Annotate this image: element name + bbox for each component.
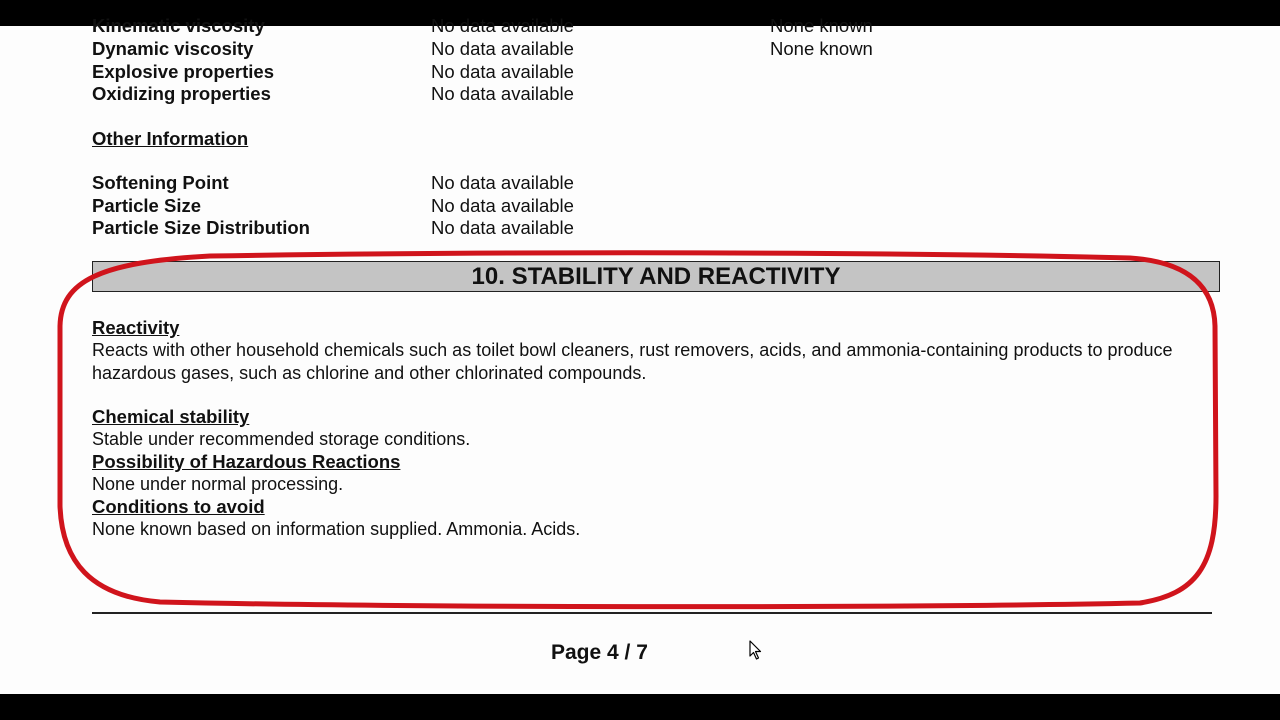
- other-info-label: Particle Size: [92, 195, 202, 216]
- property-value: No data available: [431, 83, 574, 104]
- property-note: None known: [770, 15, 873, 36]
- other-info-label: Softening Point: [92, 172, 229, 193]
- hazardous-reactions-heading: Possibility of Hazardous Reactions: [92, 451, 401, 472]
- property-label: Dynamic viscosity: [92, 38, 254, 59]
- other-information-heading: Other Information: [92, 128, 249, 149]
- page-number: Page 4 / 7: [551, 641, 648, 664]
- section-title-bar: 10. STABILITY AND REACTIVITY: [92, 261, 1220, 292]
- property-label: Kinematic viscosity: [92, 15, 265, 36]
- property-value: No data available: [431, 38, 574, 59]
- other-info-value: No data available: [431, 172, 574, 193]
- mouse-pointer-icon: [749, 640, 763, 660]
- conditions-to-avoid-heading: Conditions to avoid: [92, 496, 265, 517]
- footer-divider: [92, 612, 1212, 614]
- chemical-stability-heading: Chemical stability: [92, 406, 250, 427]
- property-label: Explosive properties: [92, 61, 274, 82]
- property-value: No data available: [431, 15, 574, 36]
- property-note: None known: [770, 38, 873, 59]
- hazardous-reactions-text: None under normal processing.: [92, 474, 344, 494]
- other-info-value: No data available: [431, 195, 574, 216]
- reactivity-heading: Reactivity: [92, 317, 180, 338]
- other-info-value: No data available: [431, 217, 574, 238]
- conditions-to-avoid-text: None known based on information supplied. Ammonia. Acids.: [92, 519, 581, 539]
- property-label: Oxidizing properties: [92, 83, 271, 104]
- reactivity-text: Reacts with other household chemicals such as toilet bowl cleaners, rust removers, acids, and ammonia-containing products to produce hazardous gases, such as chlorine and other chlorinated compounds.: [92, 340, 1173, 383]
- property-value: No data available: [431, 61, 574, 82]
- chemical-stability-text: Stable under recommended storage conditions.: [92, 429, 471, 449]
- other-info-label: Particle Size Distribution: [92, 217, 310, 238]
- document-page: [0, 15, 1280, 694]
